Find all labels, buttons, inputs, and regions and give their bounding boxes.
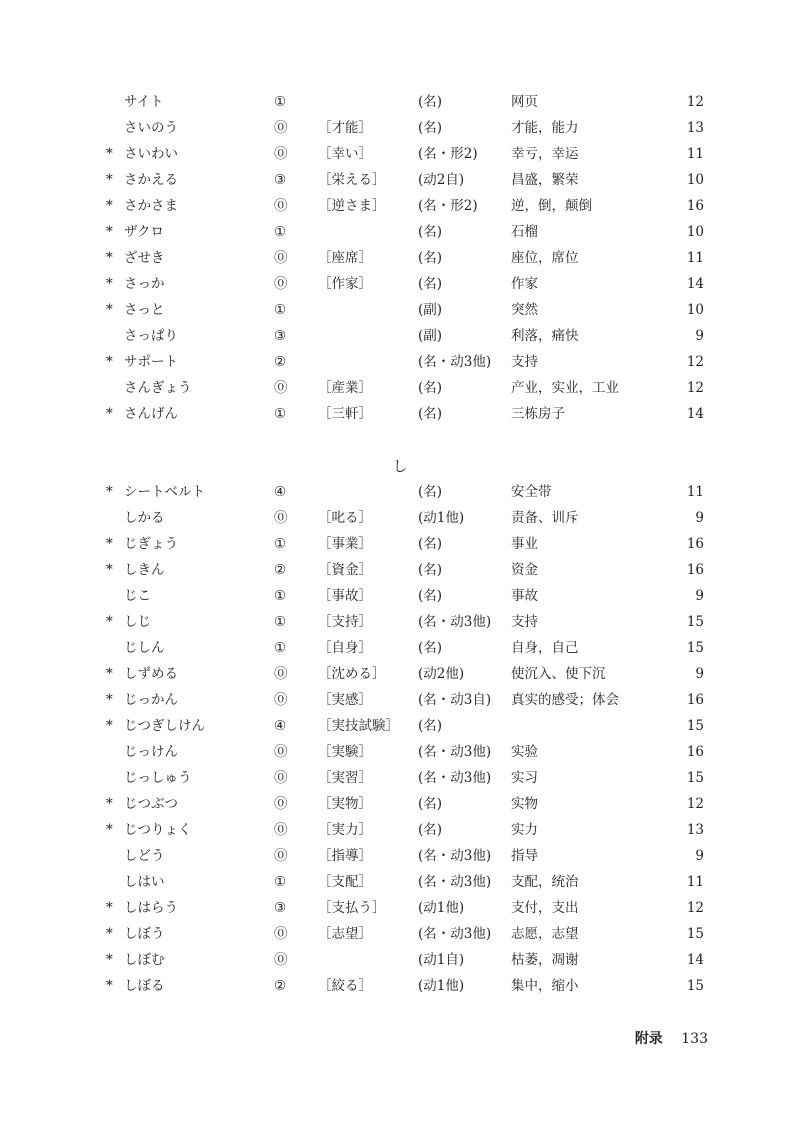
kanji-form: ［支持］ [318,614,372,630]
meaning: 指导 [511,848,538,864]
star-marker: * [106,198,113,214]
meaning: 石榴 [511,224,538,240]
meaning: 逆，倒，颠倒 [511,198,592,214]
lesson-number: 13 [686,822,704,838]
part-of-speech: (动1他) [418,900,465,916]
part-of-speech: (名・动3他) [418,926,492,942]
accent-number: ① [274,224,287,240]
kana-reading: しきん [124,562,165,578]
kanji-form: ［実験］ [318,744,372,760]
lesson-number: 16 [686,198,704,214]
part-of-speech: (名) [418,484,443,500]
glossary-entry [0,687,800,713]
meaning: 集中，缩小 [511,978,579,994]
meaning: 座位，席位 [511,250,579,266]
meaning: 才能，能力 [511,120,579,136]
kanji-form: ［支払う］ [318,900,386,916]
glossary-entry [0,921,800,947]
star-marker: * [106,614,113,630]
glossary-entry [0,739,800,765]
star-marker: * [106,562,113,578]
star-marker: * [106,276,113,292]
kana-reading: しぼむ [124,952,165,968]
star-marker: * [106,354,113,370]
kana-reading: シートベルト [124,484,205,500]
part-of-speech: (动2他) [418,666,465,682]
lesson-number: 11 [686,874,704,890]
meaning: 支配，统治 [511,874,579,890]
kana-reading: じっかん [124,692,178,708]
glossary-entry [0,557,800,583]
meaning: 资金 [511,562,538,578]
part-of-speech: (名) [418,822,443,838]
accent-number: ⓪ [274,926,288,942]
lesson-number: 12 [686,354,704,370]
accent-number: ① [274,640,287,656]
section-heading-shi: し [392,457,408,475]
glossary-entry [0,817,800,843]
kanji-form: ［支配］ [318,874,372,890]
meaning: 支持 [511,354,538,370]
part-of-speech: (名・动3他) [418,614,492,630]
kanji-form: ［自身］ [318,640,372,656]
star-marker: * [106,822,113,838]
star-marker: * [106,978,113,994]
meaning: 产业，实业，工业 [511,380,619,396]
kana-reading: サイト [124,94,164,110]
kanji-form: ［実習］ [318,770,372,786]
part-of-speech: (名・动3自) [418,692,492,708]
accent-number: ⓪ [274,796,288,812]
star-marker: * [106,406,113,422]
kanji-form: ［沈める］ [318,666,386,682]
star-marker: * [106,718,113,734]
kana-reading: じつぶつ [124,796,178,812]
part-of-speech: (名) [418,536,443,552]
part-of-speech: (名・动3他) [418,770,492,786]
meaning: 作家 [511,276,538,292]
glossary-entry [0,167,800,193]
kana-reading: しはい [124,874,165,890]
lesson-number: 15 [686,640,704,656]
kana-reading: ザクロ [124,224,164,240]
glossary-entry [0,479,800,505]
accent-number: ① [274,302,287,318]
star-marker: * [106,666,113,682]
part-of-speech: (名・形2) [418,198,478,214]
meaning: 网页 [511,94,538,110]
kana-reading: サポート [124,354,178,370]
kanji-form: ［実力］ [318,822,372,838]
glossary-entry [0,791,800,817]
kana-reading: さっぱり [124,328,178,344]
lesson-number: 12 [686,380,704,396]
lesson-number: 13 [686,120,704,136]
lesson-number: 16 [686,536,704,552]
kana-reading: じっしゅう [124,770,192,786]
part-of-speech: (名) [418,562,443,578]
meaning: 支持 [511,614,538,630]
kanji-form: ［資金］ [318,562,372,578]
meaning: 事业 [511,536,538,552]
glossary-entry [0,141,800,167]
glossary-entry [0,219,800,245]
kanji-form: ［実物］ [318,796,372,812]
glossary-entry [0,635,800,661]
glossary-entry [0,401,800,427]
part-of-speech: (副) [418,302,443,318]
kanji-form: ［叱る］ [318,510,372,526]
kana-reading: しかる [124,510,165,526]
kanji-form: ［才能］ [318,120,372,136]
accent-number: ③ [274,900,287,916]
star-marker: * [106,224,113,240]
part-of-speech: (名) [418,406,443,422]
kana-reading: じつぎしけん [124,718,205,734]
lesson-number: 10 [686,302,704,318]
kanji-form: ［志望］ [318,926,372,942]
glossary-entry [0,193,800,219]
kanji-form: ［産業］ [318,380,372,396]
kana-reading: ざせき [124,250,165,266]
lesson-number: 9 [695,848,704,864]
accent-number: ⓪ [274,198,288,214]
part-of-speech: (名・动3他) [418,848,492,864]
part-of-speech: (副) [418,328,443,344]
lesson-number: 12 [686,94,704,110]
part-of-speech: (动2自) [418,172,465,188]
lesson-number: 16 [686,692,704,708]
accent-number: ⓪ [274,952,288,968]
accent-number: ① [274,536,287,552]
part-of-speech: (名・动3他) [418,874,492,890]
lesson-number: 12 [686,900,704,916]
kana-reading: じっけん [124,744,178,760]
glossary-entry [0,843,800,869]
kana-reading: さんぎょう [124,380,192,396]
glossary-entry [0,947,800,973]
meaning: 事故 [511,588,538,604]
kanji-form: ［指導］ [318,848,372,864]
accent-number: ⓪ [274,276,288,292]
kanji-form: ［絞る］ [318,978,372,994]
kanji-form: ［実感］ [318,692,372,708]
part-of-speech: (名) [418,250,443,266]
meaning: 实物 [511,796,538,812]
meaning: 实力 [511,822,538,838]
section-shi-list [0,479,800,999]
lesson-number: 11 [686,484,704,500]
lesson-number: 11 [686,250,704,266]
lesson-number: 14 [686,276,704,292]
kana-reading: さいわい [124,146,178,162]
lesson-number: 15 [686,926,704,942]
part-of-speech: (动1他) [418,978,465,994]
accent-number: ⓪ [274,692,288,708]
kana-reading: しぼう [124,926,165,942]
glossary-entry [0,895,800,921]
glossary-entry [0,89,800,115]
accent-number: ⓪ [274,146,288,162]
meaning: 志愿，志望 [511,926,579,942]
accent-number: ⓪ [274,250,288,266]
meaning: 枯萎，凋谢 [511,952,579,968]
glossary-entry [0,245,800,271]
kanji-form: ［事業］ [318,536,372,552]
accent-number: ② [274,562,287,578]
lesson-number: 9 [695,510,704,526]
accent-number: ⓪ [274,510,288,526]
accent-number: ⓪ [274,770,288,786]
lesson-number: 9 [695,588,704,604]
part-of-speech: (名) [418,640,443,656]
glossary-entry [0,973,800,999]
part-of-speech: (名) [418,276,443,292]
kana-reading: しじ [124,614,151,630]
part-of-speech: (动1自) [418,952,465,968]
lesson-number: 16 [686,744,704,760]
accent-number: ④ [274,718,287,734]
lesson-number: 14 [686,952,704,968]
kana-reading: さかえる [124,172,178,188]
star-marker: * [106,484,113,500]
accent-number: ① [274,94,287,110]
kana-reading: しぼる [124,978,165,994]
appendix-label: 附录 [634,1031,663,1047]
meaning: 三栋房子 [511,406,565,422]
accent-number: ① [274,614,287,630]
kanji-form: ［栄える］ [318,172,386,188]
part-of-speech: (名・形2) [418,146,478,162]
accent-number: ② [274,354,287,370]
lesson-number: 15 [686,978,704,994]
accent-number: ⓪ [274,744,288,760]
meaning: 利落，痛快 [511,328,579,344]
meaning: 真实的感受；体会 [511,692,619,708]
accent-number: ① [274,406,287,422]
star-marker: * [106,146,113,162]
lesson-number: 15 [686,614,704,630]
glossary-entry [0,713,800,739]
meaning: 实验 [511,744,538,760]
glossary-entry [0,661,800,687]
meaning: 安全带 [511,484,552,500]
glossary-entry [0,323,800,349]
star-marker: * [106,796,113,812]
part-of-speech: (名) [418,796,443,812]
kana-reading: さいのう [124,120,178,136]
meaning: 使沉入、使下沉 [511,666,606,682]
glossary-entry [0,115,800,141]
accent-number: ① [274,588,287,604]
glossary-entry [0,531,800,557]
accent-number: ③ [274,172,287,188]
page-footer [635,1028,708,1048]
glossary-entry [0,271,800,297]
star-marker: * [106,302,113,318]
lesson-number: 11 [686,146,704,162]
lesson-number: 14 [686,406,704,422]
kana-reading: じつりょく [124,822,192,838]
part-of-speech: (名) [418,718,443,734]
glossary-entry [0,375,800,401]
meaning: 突然 [511,302,538,318]
part-of-speech: (名) [418,380,443,396]
meaning: 幸亏，幸运 [511,146,579,162]
lesson-number: 10 [686,172,704,188]
part-of-speech: (名) [418,224,443,240]
kana-reading: さかさま [124,198,178,214]
kanji-form: ［逆さま］ [318,198,386,214]
accent-number: ⓪ [274,848,288,864]
kanji-form: ［実技試験］ [318,718,399,734]
kanji-form: ［三軒］ [318,406,372,422]
accent-number: ② [274,978,287,994]
kana-reading: しはらう [124,900,178,916]
kana-reading: じこ [124,588,151,604]
star-marker: * [106,172,113,188]
kanji-form: ［幸い］ [318,146,372,162]
lesson-number: 16 [686,562,704,578]
glossary-entry [0,583,800,609]
accent-number: ⓪ [274,380,288,396]
kana-reading: さっと [124,302,165,318]
glossary-entry [0,297,800,323]
kanji-form: ［事故］ [318,588,372,604]
lesson-number: 10 [686,224,704,240]
meaning: 责备、训斥 [511,510,579,526]
lesson-number: 9 [695,328,704,344]
part-of-speech: (动1他) [418,510,465,526]
accent-number: ③ [274,328,287,344]
star-marker: * [106,250,113,266]
lesson-number: 15 [686,718,704,734]
accent-number: ⓪ [274,822,288,838]
kana-reading: さっか [124,276,165,292]
glossary-entry [0,609,800,635]
part-of-speech: (名) [418,120,443,136]
lesson-number: 9 [695,666,704,682]
kana-reading: さんげん [124,406,178,422]
meaning: 实习 [511,770,538,786]
accent-number: ① [274,874,287,890]
part-of-speech: (名・动3他) [418,744,492,760]
kana-reading: じぎょう [124,536,178,552]
kana-reading: しずめる [124,666,178,682]
lesson-number: 15 [686,770,704,786]
accent-number: ⓪ [274,666,288,682]
page-number: 133 [681,1031,708,1047]
lesson-number: 12 [686,796,704,812]
star-marker: * [106,692,113,708]
star-marker: * [106,926,113,942]
star-marker: * [106,900,113,916]
glossary-entry [0,505,800,531]
part-of-speech: (名) [418,94,443,110]
star-marker: * [106,536,113,552]
part-of-speech: (名・动3他) [418,354,492,370]
glossary-entry [0,869,800,895]
meaning: 自身，自己 [511,640,579,656]
glossary-entry [0,349,800,375]
star-marker: * [106,952,113,968]
kanji-form: ［座席］ [318,250,372,266]
meaning: 支付，支出 [511,900,579,916]
kana-reading: しどう [124,848,165,864]
section-sa-list [0,89,800,427]
accent-number: ⓪ [274,120,288,136]
kana-reading: じしん [124,640,165,656]
part-of-speech: (名) [418,588,443,604]
kanji-form: ［作家］ [318,276,372,292]
glossary-entry [0,765,800,791]
accent-number: ④ [274,484,287,500]
meaning: 昌盛，繁荣 [511,172,579,188]
